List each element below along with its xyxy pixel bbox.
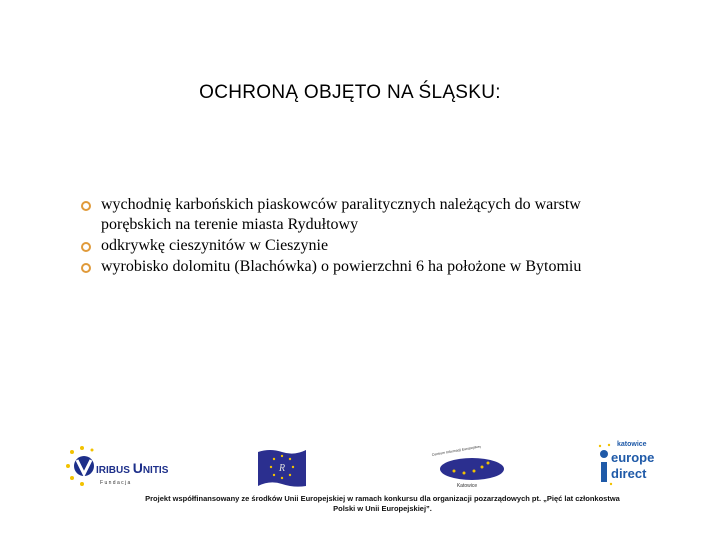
ring-bullet-icon [81, 263, 91, 273]
item-text: wychodnię karbońskich piaskowców paralitycznych należących do warstw [101, 196, 581, 213]
logo-letter: U [132, 460, 143, 476]
logo-text [96, 460, 168, 479]
item-text-cont: porębskich na terenie miasta Rydułtowy [101, 216, 359, 233]
cie-katowice-logo [424, 446, 510, 490]
logo-word2: NITIS [142, 465, 169, 476]
logo-word1: IRIBUS [96, 465, 130, 476]
footer-line1: Projekt współfinansowany ze środków Unii Europejskiej w ramach konkursu dla organizacji pozarządowych pt. „Pięć lat członkostwa [145, 494, 620, 503]
slide-title [0, 82, 720, 104]
list-item [80, 195, 680, 235]
bullet-list [80, 195, 680, 278]
viribus-unitis-logo [64, 446, 174, 490]
cie-arc-text: Centrum Informacji Europejskiej [431, 446, 482, 457]
item-text: odkrywkę cieszynitów w Cieszynie [101, 237, 329, 254]
ring-bullet-icon [81, 201, 91, 211]
title-text: OCHRONĄ OBJĘTO NA ŚLĄSKU: [199, 82, 501, 103]
item-text: wyrobisko dolomitu (Blachówka) o powierzchni 6 ha położone w Bytomiu [101, 258, 582, 275]
ed-line2: direct [611, 466, 647, 481]
cie-emblem-icon [424, 446, 510, 482]
europe-direct-logo [597, 440, 659, 488]
cie-city: Katowice [456, 483, 478, 489]
list-item [80, 257, 680, 277]
ed-text [611, 450, 654, 482]
list-item [80, 236, 680, 256]
ed-city: katowice [617, 441, 647, 448]
flag-mark: R [278, 463, 286, 474]
eu-flag-icon [258, 448, 306, 488]
footer-note [120, 494, 645, 514]
ring-bullet-icon [81, 242, 91, 252]
footer-line2: Polski w Unii Europejskiej”. [333, 504, 432, 513]
logo-subtitle: F u n d a c j a [100, 480, 131, 486]
eu-flag-logo [258, 448, 306, 488]
ed-line1: europe [611, 450, 655, 465]
